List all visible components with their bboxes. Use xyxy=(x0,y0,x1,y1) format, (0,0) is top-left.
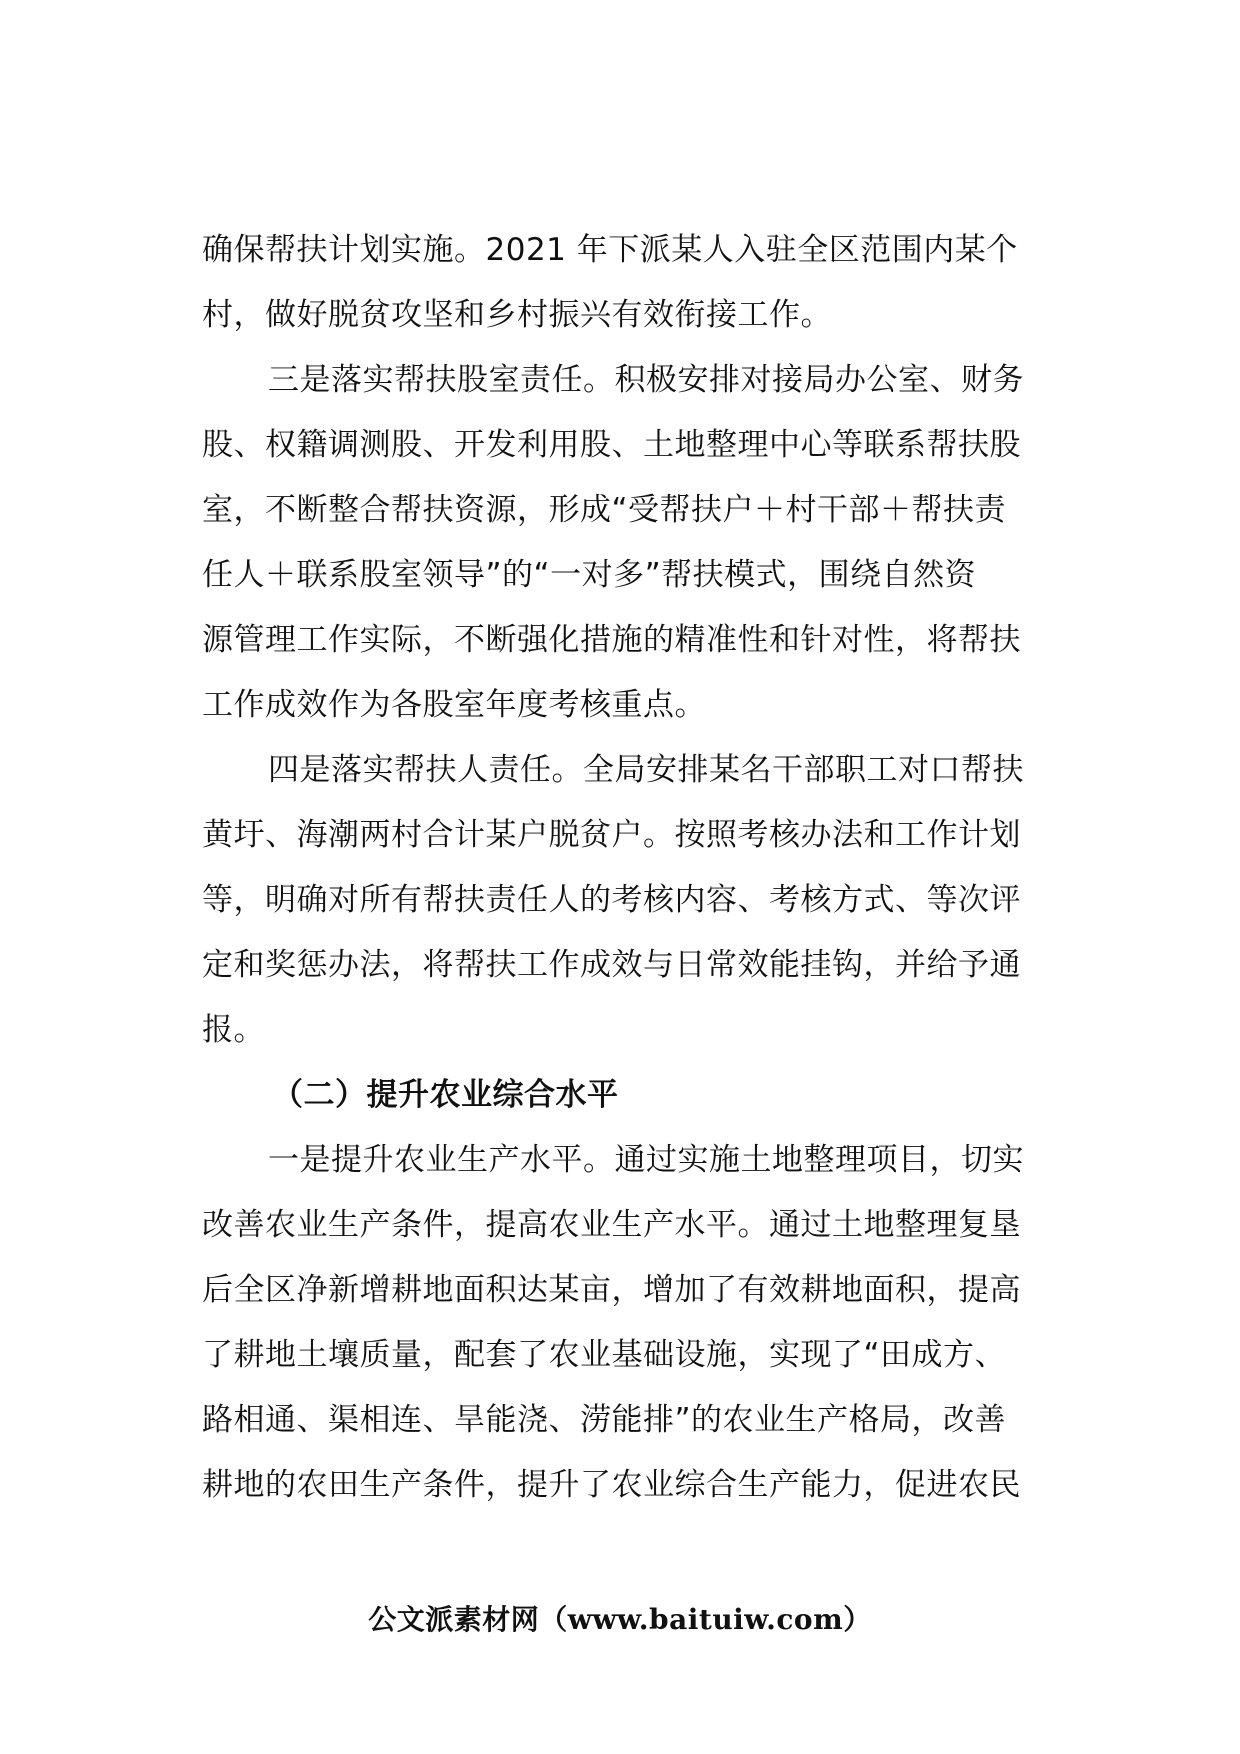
paragraph-start-line: 一是提升农业生产水平。通过实施土地整理项目，切实 xyxy=(268,1142,1024,1178)
text-line: 工作成效作为各股室年度考核重点。 xyxy=(202,687,706,723)
text-line: 黄圩、海潮两村合计某户脱贫户。按照考核办法和工作计划 xyxy=(202,817,1021,853)
text-line: 任人＋联系股室领导”的“一对多”帮扶模式，围绕自然资 xyxy=(202,557,977,593)
footer-watermark: 公文派素材网（www.baituiw.com） xyxy=(368,1603,872,1636)
text-line: 村，做好脱贫攻坚和乡村振兴有效衔接工作。 xyxy=(202,297,832,333)
section-heading: （二）提升农业综合水平 xyxy=(272,1077,619,1113)
text-line: 定和奖惩办法，将帮扶工作成效与日常效能挂钩，并给予通 xyxy=(202,947,1021,983)
paragraph-start-line: 三是落实帮扶股室责任。积极安排对接局办公室、财务 xyxy=(268,362,1024,398)
text-line: 室，不断整合帮扶资源，形成“受帮扶户＋村干部＋帮扶责 xyxy=(202,492,1007,528)
text-line: 股、权籍调测股、开发利用股、土地整理中心等联系帮扶股 xyxy=(202,427,1021,463)
text-line: 后全区净新增耕地面积达某亩，增加了有效耕地面积，提高 xyxy=(202,1272,1021,1308)
text-line: 等，明确对所有帮扶责任人的考核内容、考核方式、等次评 xyxy=(202,882,1021,918)
body-text xyxy=(202,218,1078,1518)
text-line: 报。 xyxy=(202,1012,265,1048)
text-line: 耕地的农田生产条件，提升了农业综合生产能力，促进农民 xyxy=(202,1467,1021,1503)
paragraph-start-line: 四是落实帮扶人责任。全局安排某名干部职工对口帮扶 xyxy=(268,752,1024,788)
text-line: 改善农业生产条件，提高农业生产水平。通过土地整理复垦 xyxy=(202,1207,1021,1243)
text-line: 源管理工作实际，不断强化措施的精准性和针对性，将帮扶 xyxy=(202,622,1021,658)
text-line: 确保帮扶计划实施。2021 年下派某人入驻全区范围内某个 xyxy=(202,232,1018,268)
text-line: 了耕地土壤质量，配套了农业基础设施，实现了“田成方、 xyxy=(202,1337,1007,1373)
text-line: 路相通、渠相连、旱能浇、涝能排”的农业生产格局，改善 xyxy=(202,1402,1007,1438)
